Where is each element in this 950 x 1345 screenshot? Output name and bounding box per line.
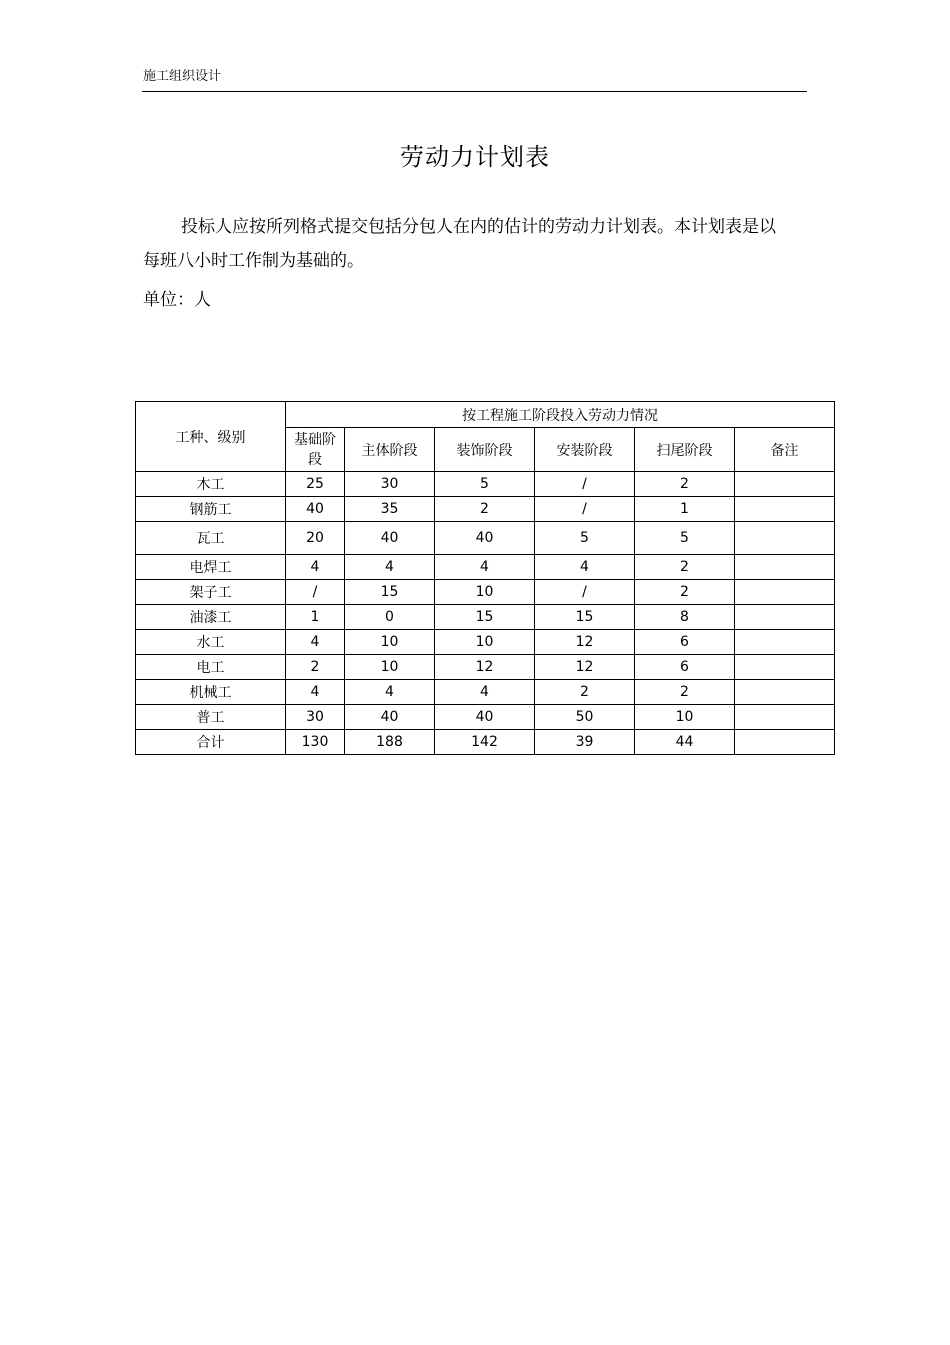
value-cell: 39 [535, 730, 635, 755]
value-cell: / [535, 497, 635, 522]
trade-cell: 普工 [136, 705, 286, 730]
value-cell: 15 [535, 605, 635, 630]
remarks-cell [735, 497, 835, 522]
value-cell: 20 [286, 522, 345, 555]
value-cell: 2 [635, 580, 735, 605]
value-cell: 130 [286, 730, 345, 755]
remarks-cell [735, 680, 835, 705]
value-cell: 15 [435, 605, 535, 630]
stage-header: 装饰阶段 [435, 428, 535, 472]
value-cell: 0 [345, 605, 435, 630]
trade-cell: 油漆工 [136, 605, 286, 630]
value-cell: 1 [286, 605, 345, 630]
table-row [136, 630, 835, 655]
table-row [136, 730, 835, 755]
value-cell: 8 [635, 605, 735, 630]
value-cell: 40 [345, 522, 435, 555]
table-row [136, 705, 835, 730]
value-cell: 10 [435, 580, 535, 605]
trade-cell: 木工 [136, 472, 286, 497]
value-cell: 4 [345, 555, 435, 580]
table-row [136, 655, 835, 680]
value-cell: / [535, 580, 635, 605]
value-cell: 30 [345, 472, 435, 497]
trade-cell: 机械工 [136, 680, 286, 705]
value-cell: 10 [345, 630, 435, 655]
table-body [136, 472, 835, 755]
trade-cell: 钢筋工 [136, 497, 286, 522]
table-row [136, 580, 835, 605]
unit-label: 单位：人 [143, 290, 211, 310]
value-cell: 40 [345, 705, 435, 730]
stage-header: 安装阶段 [535, 428, 635, 472]
corner-header: 工种、级别 [136, 402, 286, 472]
value-cell: 5 [635, 522, 735, 555]
remarks-cell [735, 522, 835, 555]
value-cell: 5 [535, 522, 635, 555]
stage-header: 扫尾阶段 [635, 428, 735, 472]
value-cell: 5 [435, 472, 535, 497]
value-cell: 2 [635, 555, 735, 580]
table-row [136, 472, 835, 497]
value-cell: 188 [345, 730, 435, 755]
value-cell: 2 [286, 655, 345, 680]
header-divider [142, 91, 807, 92]
trade-cell: 水工 [136, 630, 286, 655]
table-row [136, 680, 835, 705]
value-cell: 10 [435, 630, 535, 655]
remarks-cell [735, 730, 835, 755]
remarks-cell [735, 580, 835, 605]
value-cell: 2 [435, 497, 535, 522]
value-cell: 44 [635, 730, 735, 755]
table-row [136, 605, 835, 630]
value-cell: 6 [635, 630, 735, 655]
value-cell: 30 [286, 705, 345, 730]
table-row [136, 497, 835, 522]
value-cell: 142 [435, 730, 535, 755]
table-row [136, 522, 835, 555]
value-cell: 12 [435, 655, 535, 680]
value-cell: 15 [345, 580, 435, 605]
value-cell: 4 [435, 555, 535, 580]
value-cell: 50 [535, 705, 635, 730]
value-cell: 40 [286, 497, 345, 522]
value-cell: 4 [286, 680, 345, 705]
value-cell: 4 [286, 630, 345, 655]
value-cell: 10 [635, 705, 735, 730]
trade-cell: 架子工 [136, 580, 286, 605]
trade-cell: 电焊工 [136, 555, 286, 580]
trade-cell: 电工 [136, 655, 286, 680]
value-cell: / [535, 472, 635, 497]
value-cell: 2 [635, 472, 735, 497]
value-cell: 2 [635, 680, 735, 705]
value-cell: 4 [435, 680, 535, 705]
remarks-cell [735, 472, 835, 497]
remarks-cell [735, 605, 835, 630]
stage-header: 基础阶段 [286, 428, 345, 472]
intro-paragraph: 投标人应按所列格式提交包括分包人在内的估计的劳动力计划表。本计划表是以每班八小时工作制为基础的。 [143, 217, 776, 271]
remarks-header: 备注 [735, 428, 835, 472]
value-cell: 12 [535, 655, 635, 680]
value-cell: 4 [535, 555, 635, 580]
trade-cell: 瓦工 [136, 522, 286, 555]
page-title: 劳动力计划表 [400, 143, 550, 171]
remarks-cell [735, 655, 835, 680]
value-cell: 10 [345, 655, 435, 680]
value-cell: 4 [345, 680, 435, 705]
remarks-cell [735, 555, 835, 580]
value-cell: 25 [286, 472, 345, 497]
stage-header: 主体阶段 [345, 428, 435, 472]
value-cell: / [286, 580, 345, 605]
group-header: 按工程施工阶段投入劳动力情况 [286, 402, 835, 428]
value-cell: 40 [435, 705, 535, 730]
value-cell: 1 [635, 497, 735, 522]
table-row [136, 555, 835, 580]
remarks-cell [735, 630, 835, 655]
value-cell: 2 [535, 680, 635, 705]
remarks-cell [735, 705, 835, 730]
value-cell: 4 [286, 555, 345, 580]
trade-cell: 合计 [136, 730, 286, 755]
page-header: 施工组织设计 [143, 69, 222, 84]
value-cell: 12 [535, 630, 635, 655]
value-cell: 35 [345, 497, 435, 522]
value-cell: 40 [435, 522, 535, 555]
labor-plan-table [135, 401, 835, 755]
value-cell: 6 [635, 655, 735, 680]
